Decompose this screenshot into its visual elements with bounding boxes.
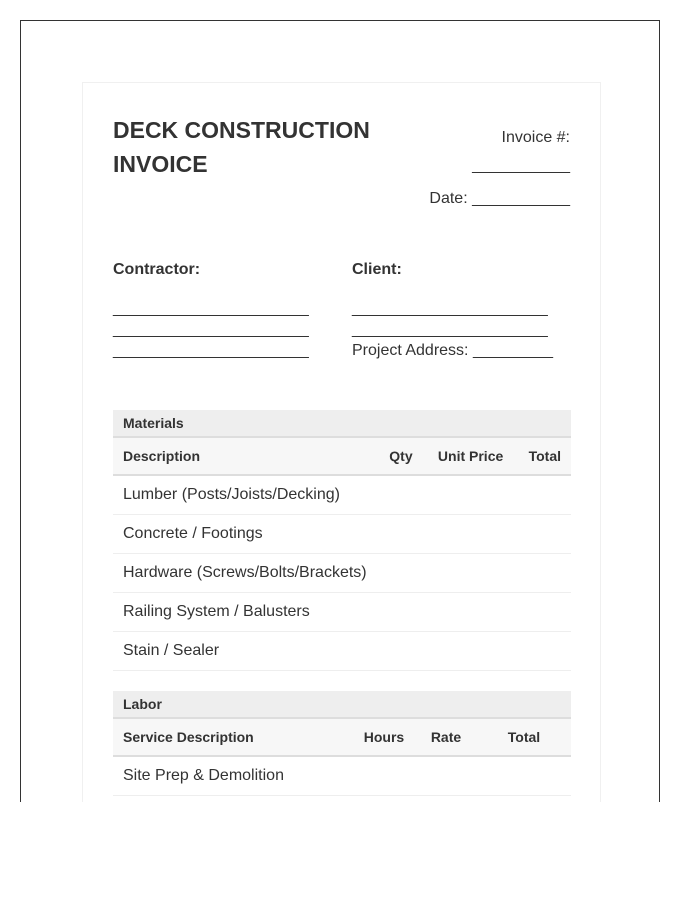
column-header-total: Total bbox=[519, 437, 571, 475]
date-label: Date: bbox=[429, 190, 468, 207]
row-unit-price bbox=[423, 632, 519, 671]
row-total bbox=[519, 475, 571, 515]
row-description: Concrete / Footings bbox=[113, 515, 379, 554]
client-line: ______________________ bbox=[352, 300, 548, 317]
client-line: ______________________ bbox=[352, 321, 548, 338]
project-address-label: Project Address: bbox=[352, 342, 469, 359]
labor-section-label: Labor bbox=[113, 691, 571, 718]
row-description: Stain / Sealer bbox=[113, 632, 379, 671]
row-rate bbox=[415, 756, 477, 796]
table-row bbox=[113, 632, 571, 671]
row-description: Lumber (Posts/Joists/Decking) bbox=[113, 475, 379, 515]
page-frame bbox=[20, 20, 660, 802]
column-header-description: Description bbox=[113, 437, 379, 475]
row-qty bbox=[379, 593, 422, 632]
column-header-qty: Qty bbox=[379, 437, 422, 475]
row-total bbox=[519, 515, 571, 554]
row-description: Railing System / Balusters bbox=[113, 593, 379, 632]
table-row bbox=[113, 756, 571, 796]
row-total bbox=[519, 554, 571, 593]
row-qty bbox=[379, 554, 422, 593]
contractor-block bbox=[113, 259, 333, 361]
row-qty bbox=[379, 475, 422, 515]
project-address bbox=[352, 340, 572, 361]
row-total bbox=[519, 593, 571, 632]
client-heading: Client: bbox=[352, 261, 402, 278]
row-total bbox=[519, 632, 571, 671]
invoice-number-line: ___________ bbox=[472, 157, 570, 174]
column-header-rate: Rate bbox=[415, 718, 477, 756]
contractor-heading: Contractor: bbox=[113, 261, 201, 278]
invoice-title: DECK CONSTRUCTION INVOICE bbox=[113, 117, 370, 177]
materials-column-headers bbox=[113, 437, 571, 475]
invoice-number-label: Invoice #: bbox=[501, 129, 570, 146]
table-row bbox=[113, 475, 571, 515]
row-unit-price bbox=[423, 593, 519, 632]
client-block bbox=[352, 259, 572, 361]
invoice-sheet bbox=[82, 82, 601, 802]
labor-table bbox=[113, 691, 571, 796]
row-hours bbox=[353, 756, 415, 796]
row-description: Hardware (Screws/Bolts/Brackets) bbox=[113, 554, 379, 593]
row-unit-price bbox=[423, 515, 519, 554]
materials-table bbox=[113, 410, 571, 671]
row-unit-price bbox=[423, 554, 519, 593]
column-header-unit-price: Unit Price bbox=[423, 437, 519, 475]
contractor-line: ______________________ bbox=[113, 300, 309, 317]
column-header-hours: Hours bbox=[353, 718, 415, 756]
project-address-line: _________ bbox=[472, 342, 554, 359]
contractor-line: ______________________ bbox=[113, 342, 309, 359]
table-row bbox=[113, 593, 571, 632]
materials-section-header bbox=[113, 410, 571, 437]
row-total bbox=[477, 756, 571, 796]
column-header-service-description: Service Description bbox=[113, 718, 353, 756]
invoice-date bbox=[429, 189, 570, 209]
table-row bbox=[113, 554, 571, 593]
contractor-line: ______________________ bbox=[113, 321, 309, 338]
date-line: ___________ bbox=[472, 190, 570, 207]
labor-column-headers bbox=[113, 718, 571, 756]
column-header-total: Total bbox=[477, 718, 571, 756]
row-qty bbox=[379, 515, 422, 554]
materials-section-label: Materials bbox=[113, 410, 571, 437]
row-unit-price bbox=[423, 475, 519, 515]
labor-section-header bbox=[113, 691, 571, 718]
row-service-description: Site Prep & Demolition bbox=[113, 756, 353, 796]
invoice-number bbox=[472, 128, 570, 176]
row-qty bbox=[379, 632, 422, 671]
table-row bbox=[113, 515, 571, 554]
